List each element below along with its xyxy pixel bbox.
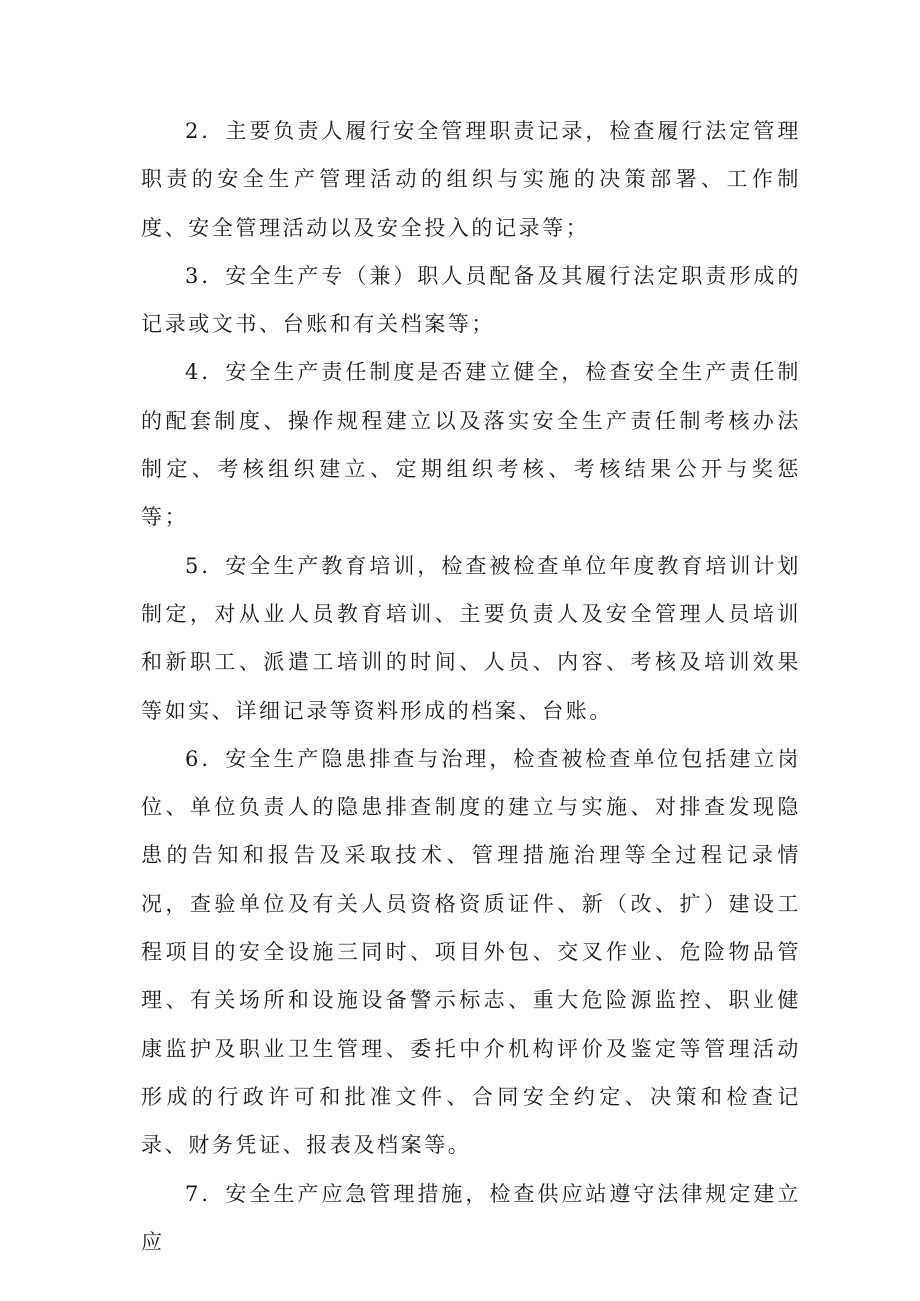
document-body <box>141 107 801 1266</box>
paragraph-item-7: 7．安全生产应急管理措施，检查供应站遵守法律规定建立应 <box>141 1181 801 1254</box>
paragraph-item-6: 6．安全生产隐患排查与治理，检查被检查单位包括建立岗位、单位负责人的隐患排查制度的建立与实施、对排查发现隐患的告知和报告及采取技术、管理措施治理等全过程记录情况，查验单位及有关人员资格资质证件、新（改、扩）建设工程项目的安全设施三同时、项目外包、交叉作业、危险物品管理、有关场所和设施设备警示标志、重大危险源监控、职业健康监护及职业卫生管理、委托中介机构评价及鉴定等管理活动形成的行政许可和批准文件、合同安全约定、决策和检查记录、财务凭证、报表及档案等。 <box>141 746 801 1158</box>
paragraph-item-5: 5．安全生产教育培训，检查被检查单位年度教育培训计划制定，对从业人员教育培训、主要负责人及安全管理人员培训和新职工、派遣工培训的时间、人员、内容、考核及培训效果等如实、详细记录等资料形成的档案、台账。 <box>141 553 801 723</box>
paragraph-item-2: 2．主要负责人履行安全管理职责记录，检查履行法定管理职责的安全生产管理活动的组织与实施的决策部署、工作制度、安全管理活动以及安全投入的记录等； <box>141 119 801 240</box>
paragraph-item-3: 3．安全生产专（兼）职人员配备及其履行法定职责形成的记录或文书、台账和有关档案等； <box>141 263 801 337</box>
paragraph-item-4: 4．安全生产责任制度是否建立健全，检查安全生产责任制的配套制度、操作规程建立以及落实安全生产责任制考核办法制定、考核组织建立、定期组织考核、考核结果公开与奖惩等； <box>141 360 801 530</box>
